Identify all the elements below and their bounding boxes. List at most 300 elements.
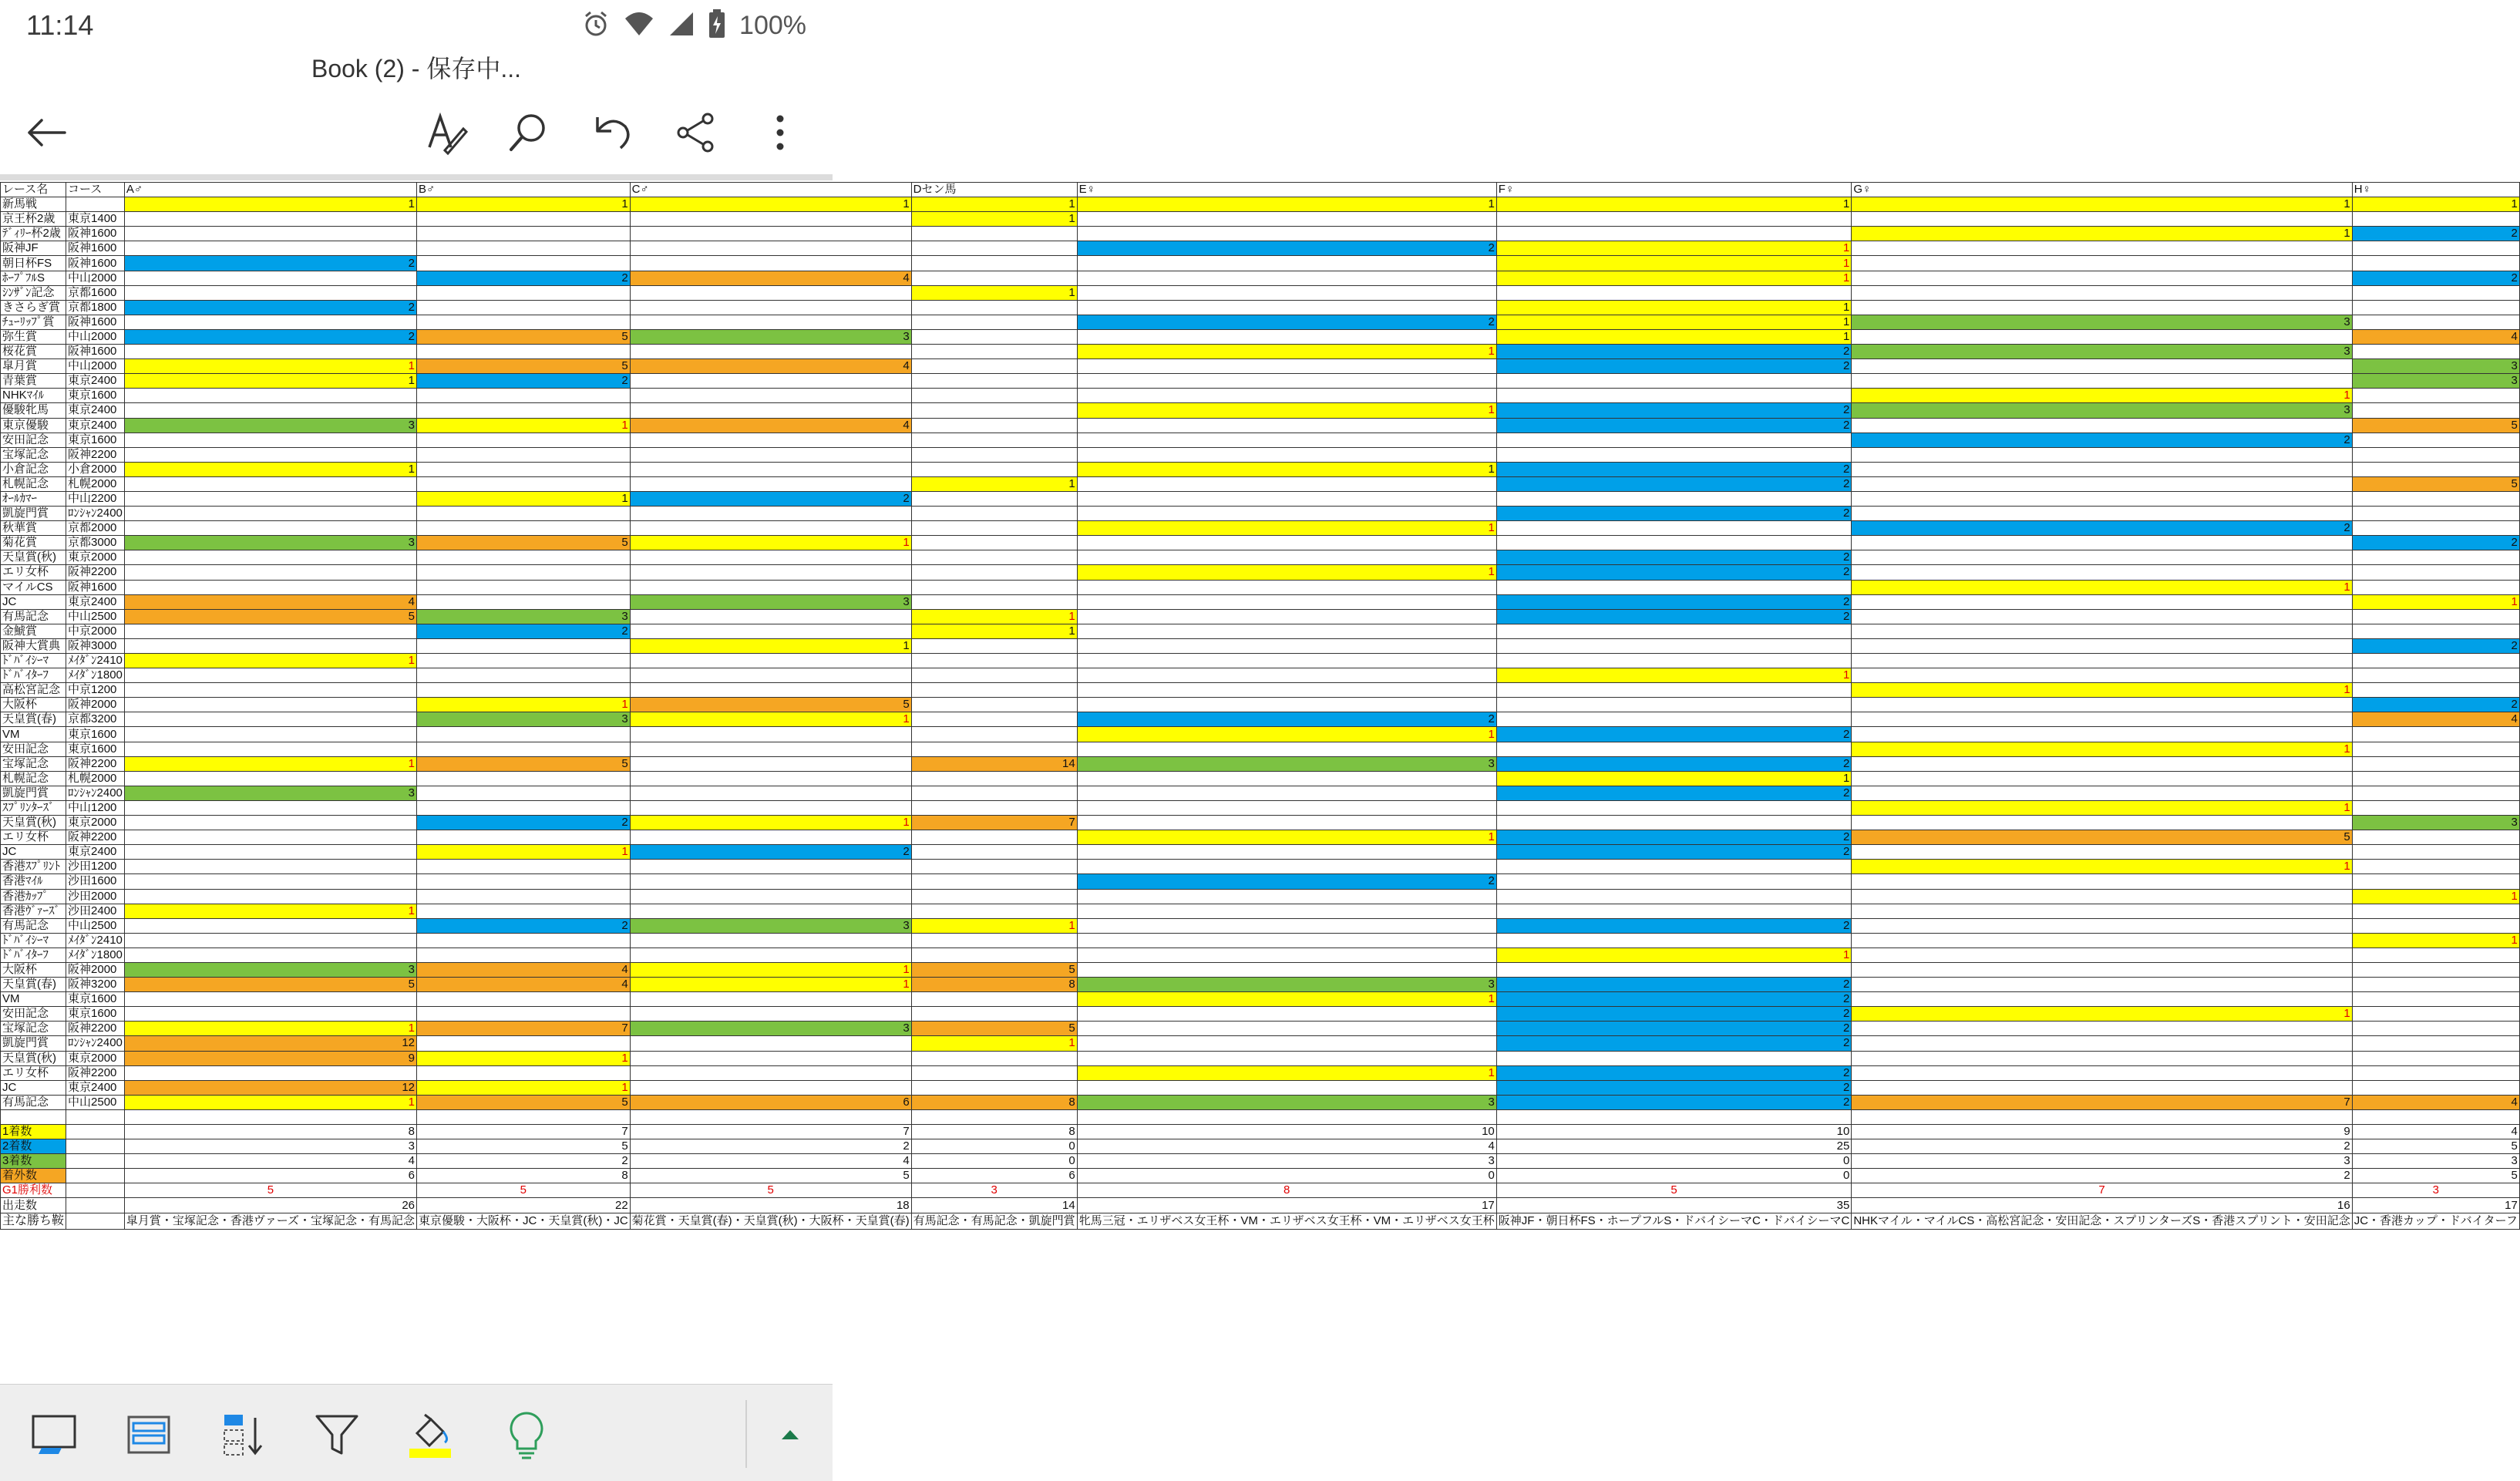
race-name-cell[interactable]: 香港ｳﾞｧｰｽﾞ xyxy=(1,904,66,918)
result-cell[interactable]: 1 xyxy=(417,418,631,433)
result-cell[interactable]: 1 xyxy=(911,624,1077,638)
result-cell[interactable] xyxy=(630,227,911,241)
result-cell[interactable]: 12 xyxy=(124,1080,416,1095)
result-cell[interactable] xyxy=(1852,845,2352,860)
starts-value-cell[interactable]: 17 xyxy=(2352,1198,2519,1213)
result-cell[interactable] xyxy=(630,992,911,1007)
result-cell[interactable] xyxy=(911,1007,1077,1022)
result-cell[interactable] xyxy=(630,389,911,403)
race-name-cell[interactable]: 天皇賞(秋) xyxy=(1,550,66,565)
summary-value-cell[interactable]: 2 xyxy=(1852,1169,2352,1183)
course-cell[interactable]: 阪神3000 xyxy=(66,638,125,653)
result-cell[interactable] xyxy=(2352,1022,2519,1036)
race-name-cell[interactable]: 弥生賞 xyxy=(1,329,66,344)
column-header[interactable]: C♂ xyxy=(630,183,911,197)
result-cell[interactable]: 3 xyxy=(124,418,416,433)
result-cell[interactable]: 3 xyxy=(630,1022,911,1036)
result-cell[interactable]: 2 xyxy=(1496,550,1852,565)
result-cell[interactable] xyxy=(124,403,416,418)
race-name-cell[interactable]: ﾁｭｰﾘｯﾌﾟ賞 xyxy=(1,315,66,329)
result-cell[interactable] xyxy=(1077,800,1496,815)
main-wins-cell[interactable]: 東京優駿・大阪杯・JC・天皇賞(秋)・JC xyxy=(417,1213,631,1229)
result-cell[interactable] xyxy=(124,727,416,742)
result-cell[interactable]: 1 xyxy=(630,816,911,830)
g1-value-cell[interactable]: 7 xyxy=(1852,1183,2352,1198)
result-cell[interactable]: 3 xyxy=(124,962,416,977)
result-cell[interactable] xyxy=(124,285,416,300)
result-cell[interactable] xyxy=(124,447,416,462)
result-cell[interactable] xyxy=(911,860,1077,874)
result-cell[interactable]: 1 xyxy=(1496,300,1852,315)
column-header[interactable]: レース名 xyxy=(1,183,66,197)
result-cell[interactable] xyxy=(124,889,416,904)
result-cell[interactable] xyxy=(1077,359,1496,374)
race-name-cell[interactable]: ﾄﾞﾊﾞｲﾀｰﾌ xyxy=(1,668,66,683)
result-cell[interactable] xyxy=(124,992,416,1007)
result-cell[interactable] xyxy=(2352,389,2519,403)
result-cell[interactable] xyxy=(2352,918,2519,933)
result-cell[interactable] xyxy=(417,300,631,315)
summary-value-cell[interactable]: 0 xyxy=(911,1139,1077,1154)
result-cell[interactable] xyxy=(911,462,1077,476)
result-cell[interactable]: 5 xyxy=(417,756,631,771)
result-cell[interactable] xyxy=(417,786,631,800)
result-cell[interactable] xyxy=(630,756,911,771)
course-cell[interactable]: 京都2000 xyxy=(66,521,125,536)
starts-value-cell[interactable]: 18 xyxy=(630,1198,911,1213)
result-cell[interactable] xyxy=(124,816,416,830)
course-cell[interactable]: 阪神2000 xyxy=(66,698,125,712)
result-cell[interactable] xyxy=(1077,638,1496,653)
result-cell[interactable]: 1 xyxy=(630,197,911,212)
result-cell[interactable] xyxy=(2352,241,2519,256)
empty-cell[interactable] xyxy=(66,1125,125,1139)
result-cell[interactable] xyxy=(1077,329,1496,344)
result-cell[interactable] xyxy=(417,550,631,565)
result-cell[interactable] xyxy=(1077,683,1496,698)
course-cell[interactable]: 阪神2200 xyxy=(66,1065,125,1080)
race-name-cell[interactable]: 宝塚記念 xyxy=(1,447,66,462)
result-cell[interactable] xyxy=(2352,1080,2519,1095)
result-cell[interactable]: 8 xyxy=(911,1095,1077,1109)
result-cell[interactable]: 1 xyxy=(1077,403,1496,418)
result-cell[interactable] xyxy=(2352,830,2519,845)
result-cell[interactable] xyxy=(1496,580,1852,594)
result-cell[interactable]: 1 xyxy=(417,197,631,212)
column-header[interactable]: E♀ xyxy=(1077,183,1496,197)
result-cell[interactable] xyxy=(417,1036,631,1051)
result-cell[interactable] xyxy=(1852,594,2352,609)
race-name-cell[interactable]: 青葉賞 xyxy=(1,374,66,389)
result-cell[interactable] xyxy=(630,476,911,491)
course-cell[interactable]: ﾛﾝｼｬﾝ2400 xyxy=(66,507,125,521)
result-cell[interactable]: 2 xyxy=(1496,476,1852,491)
course-cell[interactable]: ﾒｲﾀﾞﾝ2410 xyxy=(66,654,125,668)
race-name-cell[interactable]: JC xyxy=(1,594,66,609)
summary-value-cell[interactable]: 6 xyxy=(911,1169,1077,1183)
result-cell[interactable] xyxy=(911,992,1077,1007)
course-cell[interactable]: 中山2500 xyxy=(66,918,125,933)
summary-value-cell[interactable]: 7 xyxy=(630,1125,911,1139)
result-cell[interactable]: 2 xyxy=(1077,712,1496,727)
result-cell[interactable]: 1 xyxy=(417,845,631,860)
result-cell[interactable] xyxy=(124,624,416,638)
result-cell[interactable] xyxy=(124,845,416,860)
summary-value-cell[interactable]: 5 xyxy=(417,1139,631,1154)
result-cell[interactable] xyxy=(911,256,1077,271)
result-cell[interactable]: 2 xyxy=(1496,1022,1852,1036)
starts-value-cell[interactable]: 35 xyxy=(1496,1198,1852,1213)
result-cell[interactable] xyxy=(417,874,631,889)
result-cell[interactable] xyxy=(1852,874,2352,889)
result-cell[interactable]: 1 xyxy=(1077,830,1496,845)
main-wins-cell[interactable]: 牝馬三冠・エリザベス女王杯・VM・エリザベス女王杯・VM・エリザベス女王杯 xyxy=(1077,1213,1496,1229)
summary-value-cell[interactable]: 3 xyxy=(2352,1154,2519,1169)
result-cell[interactable] xyxy=(1077,227,1496,241)
result-cell[interactable] xyxy=(1077,491,1496,506)
result-cell[interactable] xyxy=(2352,904,2519,918)
result-cell[interactable] xyxy=(2352,624,2519,638)
race-name-cell[interactable]: VM xyxy=(1,992,66,1007)
result-cell[interactable] xyxy=(911,433,1077,447)
result-cell[interactable] xyxy=(417,904,631,918)
result-cell[interactable] xyxy=(417,565,631,580)
result-cell[interactable] xyxy=(1852,933,2352,948)
result-cell[interactable] xyxy=(124,712,416,727)
summary-value-cell[interactable]: 5 xyxy=(2352,1139,2519,1154)
result-cell[interactable] xyxy=(911,933,1077,948)
result-cell[interactable] xyxy=(417,771,631,786)
result-cell[interactable] xyxy=(630,830,911,845)
sort-button[interactable] xyxy=(216,1408,270,1462)
course-cell[interactable]: 東京2400 xyxy=(66,403,125,418)
result-cell[interactable] xyxy=(124,874,416,889)
result-cell[interactable] xyxy=(124,550,416,565)
result-cell[interactable] xyxy=(2352,565,2519,580)
result-cell[interactable] xyxy=(124,565,416,580)
race-name-cell[interactable]: 凱旋門賞 xyxy=(1,507,66,521)
result-cell[interactable] xyxy=(630,315,911,329)
result-cell[interactable] xyxy=(1852,1065,2352,1080)
column-header[interactable]: G♀ xyxy=(1852,183,2352,197)
result-cell[interactable] xyxy=(911,1051,1077,1065)
result-cell[interactable] xyxy=(911,786,1077,800)
race-name-cell[interactable]: ｵｰﾙｶﾏｰ xyxy=(1,491,66,506)
g1-value-cell[interactable]: 3 xyxy=(911,1183,1077,1198)
course-cell[interactable]: 沙田1600 xyxy=(66,874,125,889)
cell-format-button[interactable] xyxy=(27,1408,81,1462)
result-cell[interactable]: 2 xyxy=(1496,992,1852,1007)
starts-value-cell[interactable]: 14 xyxy=(911,1198,1077,1213)
race-name-cell[interactable]: VM xyxy=(1,727,66,742)
result-cell[interactable]: 3 xyxy=(417,712,631,727)
result-cell[interactable] xyxy=(1077,904,1496,918)
result-cell[interactable]: 2 xyxy=(417,918,631,933)
result-cell[interactable] xyxy=(1077,1007,1496,1022)
result-cell[interactable] xyxy=(1852,565,2352,580)
result-cell[interactable]: 2 xyxy=(417,624,631,638)
race-name-cell[interactable]: 凱旋門賞 xyxy=(1,1036,66,1051)
starts-value-cell[interactable]: 22 xyxy=(417,1198,631,1213)
result-cell[interactable] xyxy=(911,638,1077,653)
result-cell[interactable] xyxy=(1077,433,1496,447)
race-name-cell[interactable]: 札幌記念 xyxy=(1,771,66,786)
result-cell[interactable]: 1 xyxy=(1077,1065,1496,1080)
empty-cell[interactable] xyxy=(417,1109,631,1124)
g1-value-cell[interactable]: 5 xyxy=(630,1183,911,1198)
race-name-cell[interactable]: 有馬記念 xyxy=(1,918,66,933)
course-cell[interactable]: ﾛﾝｼｬﾝ2400 xyxy=(66,1036,125,1051)
course-cell[interactable]: 札幌2000 xyxy=(66,771,125,786)
result-cell[interactable] xyxy=(1852,491,2352,506)
result-cell[interactable] xyxy=(630,889,911,904)
result-cell[interactable] xyxy=(911,536,1077,550)
result-cell[interactable]: 2 xyxy=(1496,1080,1852,1095)
result-cell[interactable] xyxy=(911,403,1077,418)
race-name-cell[interactable]: 香港ｽﾌﾟﾘﾝﾄ xyxy=(1,860,66,874)
summary-value-cell[interactable]: 8 xyxy=(124,1125,416,1139)
result-cell[interactable]: 2 xyxy=(124,329,416,344)
result-cell[interactable] xyxy=(911,550,1077,565)
result-cell[interactable] xyxy=(630,654,911,668)
summary-label-cell[interactable]: 2着数 xyxy=(1,1139,66,1154)
result-cell[interactable] xyxy=(630,874,911,889)
course-cell[interactable] xyxy=(66,197,125,212)
race-name-cell[interactable]: NHKﾏｲﾙ xyxy=(1,389,66,403)
result-cell[interactable]: 1 xyxy=(124,756,416,771)
spreadsheet-grid[interactable] xyxy=(0,182,2520,1230)
summary-value-cell[interactable]: 2 xyxy=(1852,1139,2352,1154)
result-cell[interactable] xyxy=(1852,1051,2352,1065)
race-name-cell[interactable]: ｽﾌﾟﾘﾝﾀｰｽﾞ xyxy=(1,800,66,815)
result-cell[interactable] xyxy=(911,874,1077,889)
course-cell[interactable]: 東京1600 xyxy=(66,389,125,403)
race-name-cell[interactable]: 大阪杯 xyxy=(1,698,66,712)
race-name-cell[interactable]: JC xyxy=(1,1080,66,1095)
course-cell[interactable]: 阪神2200 xyxy=(66,565,125,580)
summary-value-cell[interactable]: 10 xyxy=(1496,1125,1852,1139)
result-cell[interactable]: 5 xyxy=(124,609,416,624)
result-cell[interactable]: 1 xyxy=(1852,860,2352,874)
result-cell[interactable]: 1 xyxy=(1496,271,1852,285)
result-cell[interactable]: 1 xyxy=(124,1095,416,1109)
result-cell[interactable] xyxy=(124,227,416,241)
result-cell[interactable] xyxy=(2352,1065,2519,1080)
result-cell[interactable]: 1 xyxy=(911,918,1077,933)
result-cell[interactable] xyxy=(1496,374,1852,389)
result-cell[interactable] xyxy=(1077,550,1496,565)
column-header[interactable]: コース xyxy=(66,183,125,197)
search-button[interactable] xyxy=(505,109,551,156)
race-name-cell[interactable]: ﾃﾞｨﾘｰ杯2歳 xyxy=(1,227,66,241)
result-cell[interactable]: 3 xyxy=(2352,359,2519,374)
result-cell[interactable] xyxy=(124,521,416,536)
result-cell[interactable] xyxy=(1852,727,2352,742)
course-cell[interactable]: 中山2000 xyxy=(66,359,125,374)
result-cell[interactable] xyxy=(630,433,911,447)
result-cell[interactable]: 1 xyxy=(124,374,416,389)
result-cell[interactable]: 1 xyxy=(1852,580,2352,594)
race-name-cell[interactable]: 阪神大賞典 xyxy=(1,638,66,653)
course-cell[interactable]: 東京1400 xyxy=(66,212,125,227)
result-cell[interactable] xyxy=(630,948,911,962)
result-cell[interactable]: 2 xyxy=(1496,756,1852,771)
result-cell[interactable]: 2 xyxy=(2352,536,2519,550)
main-wins-cell[interactable]: NHKマイル・マイルCS・高松宮記念・安田記念・スプリンターズS・香港スプリント・安田記念 xyxy=(1852,1213,2352,1229)
result-cell[interactable] xyxy=(417,285,631,300)
summary-value-cell[interactable]: 10 xyxy=(1077,1125,1496,1139)
result-cell[interactable] xyxy=(1496,933,1852,948)
result-cell[interactable] xyxy=(2352,1007,2519,1022)
result-cell[interactable] xyxy=(630,860,911,874)
race-name-cell[interactable]: 高松宮記念 xyxy=(1,683,66,698)
result-cell[interactable] xyxy=(2352,507,2519,521)
empty-cell[interactable] xyxy=(2352,1109,2519,1124)
result-cell[interactable] xyxy=(911,712,1077,727)
empty-cell[interactable] xyxy=(66,1213,125,1229)
result-cell[interactable] xyxy=(124,742,416,756)
race-name-cell[interactable]: ﾄﾞﾊﾞｲﾀｰﾌ xyxy=(1,948,66,962)
result-cell[interactable]: 5 xyxy=(417,329,631,344)
result-cell[interactable] xyxy=(1077,816,1496,830)
result-cell[interactable] xyxy=(1077,389,1496,403)
result-cell[interactable]: 2 xyxy=(1496,609,1852,624)
race-name-cell[interactable]: 朝日杯FS xyxy=(1,256,66,271)
result-cell[interactable] xyxy=(417,727,631,742)
result-cell[interactable] xyxy=(1852,992,2352,1007)
result-cell[interactable] xyxy=(124,580,416,594)
result-cell[interactable]: 1 xyxy=(630,978,911,992)
result-cell[interactable] xyxy=(417,227,631,241)
course-cell[interactable]: 阪神1600 xyxy=(66,315,125,329)
result-cell[interactable] xyxy=(1496,889,1852,904)
result-cell[interactable] xyxy=(2352,948,2519,962)
result-cell[interactable]: 1 xyxy=(1496,668,1852,683)
result-cell[interactable] xyxy=(124,918,416,933)
summary-value-cell[interactable]: 5 xyxy=(630,1169,911,1183)
result-cell[interactable] xyxy=(417,1065,631,1080)
summary-value-cell[interactable]: 3 xyxy=(1852,1154,2352,1169)
result-cell[interactable]: 1 xyxy=(124,1022,416,1036)
g1-value-cell[interactable]: 8 xyxy=(1077,1183,1496,1198)
result-cell[interactable] xyxy=(2352,771,2519,786)
result-cell[interactable]: 2 xyxy=(630,845,911,860)
result-cell[interactable]: 4 xyxy=(630,359,911,374)
g1-value-cell[interactable]: 5 xyxy=(1496,1183,1852,1198)
result-cell[interactable] xyxy=(1852,212,2352,227)
course-cell[interactable]: 京都3000 xyxy=(66,536,125,550)
course-cell[interactable]: 中山2500 xyxy=(66,1095,125,1109)
result-cell[interactable]: 4 xyxy=(630,418,911,433)
course-cell[interactable]: 東京2000 xyxy=(66,1051,125,1065)
result-cell[interactable] xyxy=(1496,638,1852,653)
course-cell[interactable]: 東京2400 xyxy=(66,594,125,609)
result-cell[interactable] xyxy=(1077,654,1496,668)
result-cell[interactable] xyxy=(1852,329,2352,344)
course-cell[interactable]: 阪神2200 xyxy=(66,830,125,845)
result-cell[interactable]: 1 xyxy=(1852,800,2352,815)
result-cell[interactable] xyxy=(1077,374,1496,389)
result-cell[interactable] xyxy=(1852,609,2352,624)
result-cell[interactable] xyxy=(1077,668,1496,683)
race-name-cell[interactable]: JC xyxy=(1,845,66,860)
result-cell[interactable] xyxy=(124,212,416,227)
result-cell[interactable] xyxy=(911,683,1077,698)
result-cell[interactable] xyxy=(911,315,1077,329)
result-cell[interactable] xyxy=(911,668,1077,683)
summary-value-cell[interactable]: 4 xyxy=(124,1154,416,1169)
result-cell[interactable]: 5 xyxy=(417,359,631,374)
result-cell[interactable] xyxy=(124,1007,416,1022)
result-cell[interactable] xyxy=(417,389,631,403)
result-cell[interactable]: 2 xyxy=(1496,1065,1852,1080)
race-name-cell[interactable]: 札幌記念 xyxy=(1,476,66,491)
result-cell[interactable] xyxy=(911,727,1077,742)
empty-cell[interactable] xyxy=(66,1109,125,1124)
result-cell[interactable]: 3 xyxy=(630,329,911,344)
result-cell[interactable] xyxy=(630,1051,911,1065)
result-cell[interactable]: 1 xyxy=(630,712,911,727)
course-cell[interactable]: 東京2400 xyxy=(66,418,125,433)
result-cell[interactable] xyxy=(417,462,631,476)
course-cell[interactable]: 東京1600 xyxy=(66,727,125,742)
result-cell[interactable]: 1 xyxy=(1077,727,1496,742)
result-cell[interactable] xyxy=(1496,521,1852,536)
result-cell[interactable] xyxy=(630,1036,911,1051)
result-cell[interactable] xyxy=(2352,300,2519,315)
result-cell[interactable] xyxy=(630,374,911,389)
result-cell[interactable]: 1 xyxy=(1496,197,1852,212)
result-cell[interactable] xyxy=(1852,816,2352,830)
result-cell[interactable] xyxy=(1852,638,2352,653)
summary-value-cell[interactable]: 7 xyxy=(417,1125,631,1139)
result-cell[interactable] xyxy=(1496,698,1852,712)
result-cell[interactable] xyxy=(124,933,416,948)
result-cell[interactable]: 2 xyxy=(1077,315,1496,329)
result-cell[interactable] xyxy=(124,771,416,786)
result-cell[interactable] xyxy=(124,315,416,329)
result-cell[interactable] xyxy=(911,389,1077,403)
main-wins-cell[interactable]: 皐月賞・宝塚記念・香港ヴァーズ・宝塚記念・有馬記念 xyxy=(124,1213,416,1229)
result-cell[interactable] xyxy=(124,800,416,815)
course-cell[interactable]: 沙田1200 xyxy=(66,860,125,874)
result-cell[interactable] xyxy=(417,403,631,418)
result-cell[interactable] xyxy=(124,668,416,683)
result-cell[interactable] xyxy=(417,800,631,815)
result-cell[interactable] xyxy=(630,1065,911,1080)
result-cell[interactable] xyxy=(1852,654,2352,668)
summary-value-cell[interactable]: 3 xyxy=(1077,1154,1496,1169)
expand-toolbar-button[interactable] xyxy=(763,1408,817,1462)
race-name-cell[interactable]: 京王杯2歳 xyxy=(1,212,66,227)
course-cell[interactable]: 中京1200 xyxy=(66,683,125,698)
result-cell[interactable] xyxy=(1077,624,1496,638)
result-cell[interactable] xyxy=(124,433,416,447)
result-cell[interactable] xyxy=(630,300,911,315)
result-cell[interactable] xyxy=(2352,580,2519,594)
result-cell[interactable]: 2 xyxy=(1077,241,1496,256)
course-cell[interactable]: 東京2400 xyxy=(66,374,125,389)
race-name-cell[interactable]: 安田記念 xyxy=(1,1007,66,1022)
race-name-cell[interactable]: エリ女杯 xyxy=(1,830,66,845)
empty-cell[interactable] xyxy=(911,1109,1077,1124)
summary-value-cell[interactable]: 2 xyxy=(417,1154,631,1169)
result-cell[interactable] xyxy=(911,580,1077,594)
race-name-cell[interactable]: エリ女杯 xyxy=(1,1065,66,1080)
empty-cell[interactable] xyxy=(1852,1109,2352,1124)
race-name-cell[interactable]: 安田記念 xyxy=(1,742,66,756)
result-cell[interactable] xyxy=(911,329,1077,344)
